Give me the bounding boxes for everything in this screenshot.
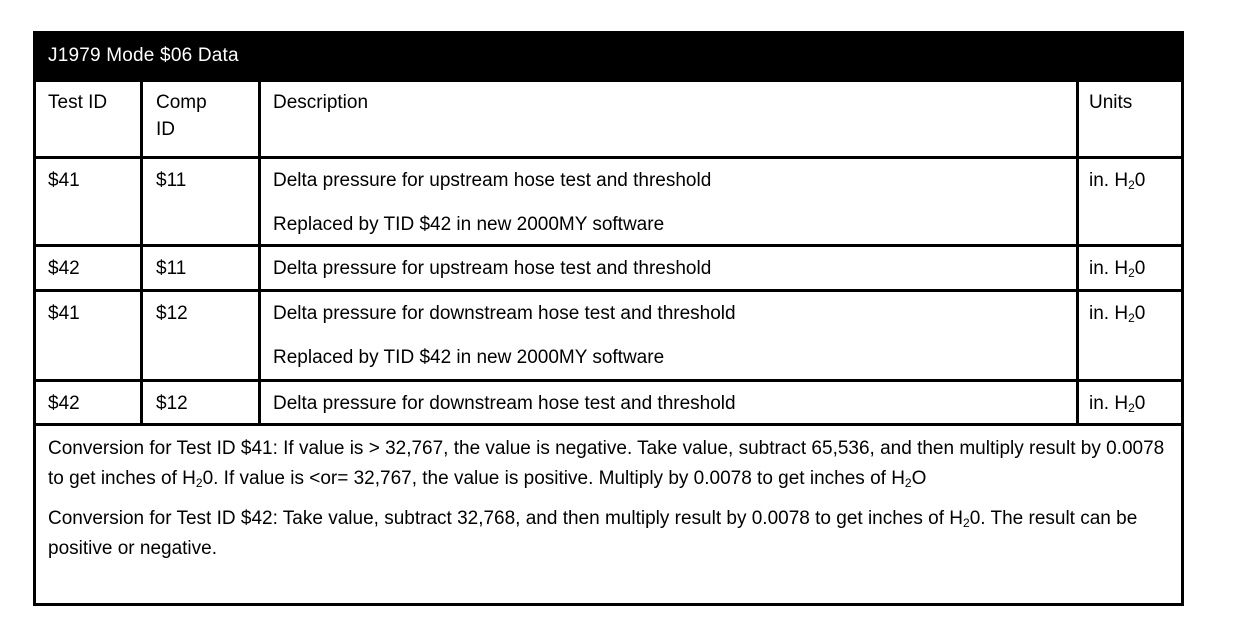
cell-comp-id: $11 [140,247,258,289]
note-text: 0. If value is <or= 32,767, the value is positive. Multiply by 0.0078 to get inches of H [202,468,905,489]
units-prefix: in. H [1089,303,1129,324]
description-text: Delta pressure for downstream hose test and threshold [273,303,736,324]
units-suffix: 0 [1134,303,1146,324]
units-suffix: 0 [1134,258,1146,279]
header-comp-id: Comp ID [140,82,258,156]
cell-description [258,292,1076,379]
units-prefix: in. H [1089,170,1129,191]
cell-test-id: $41 [48,170,80,191]
header-test-id: Test ID [48,92,108,113]
note-subscript: 2 [904,476,912,490]
description-text: Delta pressure for upstream hose test and threshold [273,258,712,279]
table-row [36,247,1181,292]
units-prefix: in. H [1089,393,1129,414]
table-row [36,292,1181,382]
cell-test-id: $41 [48,303,80,324]
units-subscript: 2 [1128,401,1135,415]
cell-test-id: $42 [48,393,80,414]
description-text: Delta pressure for downstream hose test and threshold [273,393,736,414]
units-subscript: 2 [1128,266,1135,280]
description-note: Replaced by TID $42 in new 2000MY software [273,214,665,235]
cell-description [258,247,1076,289]
description-text: Delta pressure for upstream hose test and threshold [273,170,712,191]
header-description: Description [258,82,1076,156]
description-note: Replaced by TID $42 in new 2000MY software [273,347,665,368]
cell-description [258,159,1076,244]
table-row [36,159,1181,247]
cell-units [1076,292,1181,379]
units-suffix: 0 [1134,393,1146,414]
cell-units [1076,247,1181,289]
conversion-notes [36,426,1181,564]
header-row [36,82,1181,159]
mode06-table [33,31,1184,606]
cell-units [1076,159,1181,244]
table-row [36,382,1181,426]
units-suffix: 0 [1134,170,1146,191]
cell-comp-id: $11 [140,159,258,244]
conversion-note-tid41 [48,434,1171,494]
units-subscript: 2 [1128,311,1135,325]
table-title: J1979 Mode $06 Data [36,34,1181,82]
conversion-note-tid42 [48,504,1171,564]
note-subscript: 2 [195,476,203,490]
cell-comp-id: $12 [140,292,258,379]
header-units: Units [1076,82,1181,156]
units-subscript: 2 [1128,178,1135,192]
note-text: 0. The result can be positive or negative. [48,508,1138,559]
units-prefix: in. H [1089,258,1129,279]
note-text: Conversion for Test ID $41: If value is > 32,767, the value is negative. Take value, subtract 65,536, and then multiply result by 0.0078 to get inches of H [48,438,1165,489]
cell-units [1076,382,1181,423]
cell-test-id: $42 [48,258,80,279]
note-text: O [911,468,927,489]
cell-description [258,382,1076,423]
note-subscript: 2 [963,516,970,530]
cell-comp-id: $12 [140,382,258,423]
note-text: Conversion for Test ID $42: Take value, subtract 32,768, and then multiply result by 0.0078 to get inches of H [48,508,963,529]
